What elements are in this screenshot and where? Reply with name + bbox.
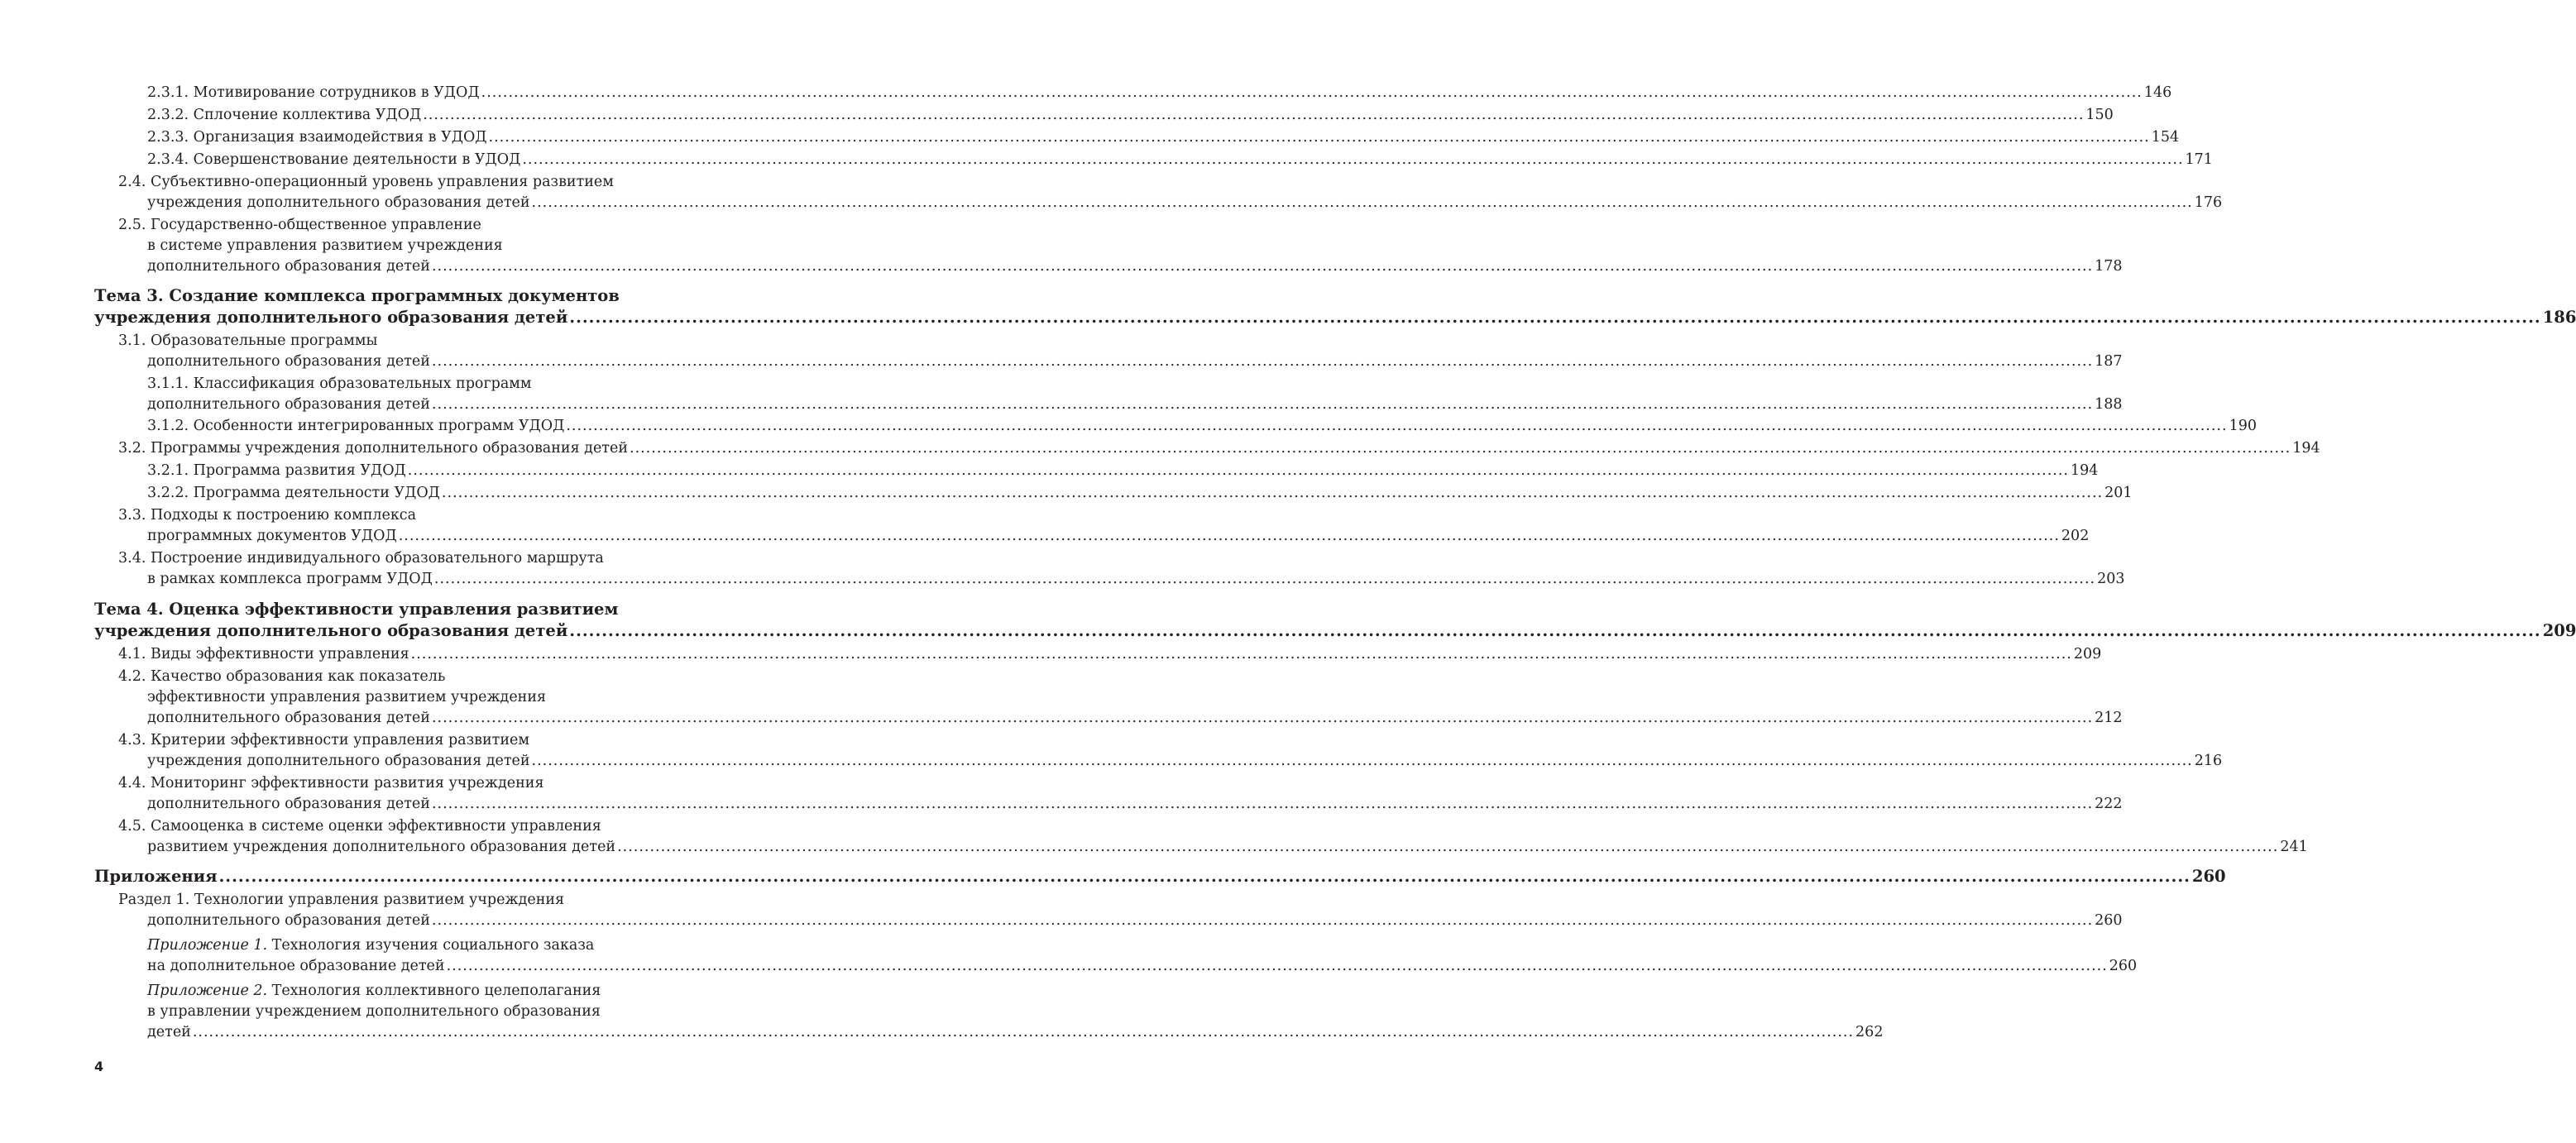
toc-entry-2-3-3[interactable]: 2.3.3. Организация взаимодействия в УДОД ..... 154 <box>147 127 650 147</box>
page-ref: 262 <box>1855 1024 1884 1040</box>
page-ref: 178 <box>2095 258 2123 275</box>
page-ref: 171 <box>2185 151 2213 168</box>
toc-heading-topic-3-line2[interactable]: учреждения дополнительного образования детей ..... 186 <box>94 307 650 328</box>
toc-entry-4-2-line2[interactable]: эффективности управления развитием учреждения <box>147 689 547 705</box>
page-ref: 194 <box>2070 462 2099 479</box>
toc-entry-4-3-line2[interactable]: учреждения дополнительного образования детей ..... 216 <box>147 751 650 771</box>
page-ref: 241 <box>2280 839 2308 855</box>
toc-entry-4-3-line1[interactable]: 4.3. Критерии эффективности управления развитием <box>118 732 529 748</box>
toc-entry-4-4-line2[interactable]: дополнительного образования детей ..... 222 <box>147 794 650 814</box>
toc-heading-topic-4-line1[interactable]: Тема 4. Оценка эффективности управления развитием <box>94 600 619 619</box>
toc-entry-3-4-line2[interactable]: в рамках комплекса программ УДОД ..... 203 <box>147 569 650 589</box>
page-ref: 150 <box>2085 107 2114 123</box>
page-ref: 209 <box>2542 621 2576 640</box>
toc-entry-3-2-1[interactable]: 3.2.1. Программа развития УДОД ..... 194 <box>147 461 650 481</box>
page-ref: 203 <box>2097 571 2125 587</box>
page-ref: 194 <box>2292 440 2320 457</box>
toc-entry-3-3-line2[interactable]: программных документов УДОД ..... 202 <box>147 526 650 546</box>
page-ref: 187 <box>2095 353 2123 370</box>
toc-entry-2-5-line2[interactable]: в системе управления развитием учреждения <box>147 237 503 254</box>
toc-heading-topic-4-line2[interactable]: учреждения дополнительного образования детей ..... 209 <box>94 620 650 642</box>
page-ref: 222 <box>2095 796 2123 812</box>
toc-entry-2-3-2[interactable]: 2.3.2. Сплочение коллектива УДОД ..... 150 <box>147 105 650 125</box>
toc-entry-2-3-1[interactable]: 2.3.1. Мотивирование сотрудников в УДОД ..... 146 <box>147 83 650 103</box>
toc-entry-appendix-1-line1[interactable]: Приложение 1. Технология изучения социального заказа <box>147 937 595 954</box>
appendix-label: Приложение 1. <box>147 937 268 954</box>
page-ref: 146 <box>2143 84 2172 101</box>
toc-entry-3-3-line1[interactable]: 3.3. Подходы к построению комплекса <box>118 507 416 524</box>
toc-entry-3-2[interactable]: 3.2. Программы учреждения дополнительного образования детей ..... 194 <box>118 438 650 458</box>
toc-entry-2-3-4[interactable]: 2.3.4. Совершенствование деятельности в УДОД ..... 171 <box>147 150 650 170</box>
toc-entry-2-4-line1[interactable]: 2.4. Субъективно-операционный уровень управления развитием <box>118 174 614 190</box>
page-ref: 190 <box>2229 418 2257 434</box>
toc-entry-4-1[interactable]: 4.1. Виды эффективности управления ..... 209 <box>118 644 650 664</box>
page-ref: 188 <box>2095 396 2123 413</box>
page-ref: 212 <box>2095 710 2123 726</box>
page-ref: 186 <box>2542 308 2576 327</box>
toc-entry-3-1-2[interactable]: 3.1.2. Особенности интегрированных программ УДОД ..... 190 <box>147 416 650 436</box>
toc-entry-3-1-1-line2[interactable]: дополнительного образования детей ..... 188 <box>147 395 650 414</box>
toc-entry-4-2-line3[interactable]: дополнительного образования детей ..... 212 <box>147 708 650 728</box>
toc-entry-2-5-line1[interactable]: 2.5. Государственно-общественное управление <box>118 217 481 233</box>
page-ref: 260 <box>2191 867 2226 886</box>
toc-entry-3-1-line2[interactable]: дополнительного образования детей ..... 187 <box>147 352 650 371</box>
toc-entry-3-2-2[interactable]: 3.2.2. Программа деятельности УДОД ..... 201 <box>147 483 650 503</box>
toc-entry-3-1-line1[interactable]: 3.1. Образовательные программы <box>118 332 378 349</box>
toc-entry-2-4-line2[interactable]: учреждения дополнительного образования детей ..... 176 <box>147 193 650 213</box>
toc-entry-4-5-line1[interactable]: 4.5. Самооценка в системе оценки эффективности управления <box>118 818 601 835</box>
toc-entry-appendix-2-line1[interactable]: Приложение 2. Технология коллективного целеполагания <box>147 983 601 999</box>
page-ref: 201 <box>2104 485 2133 501</box>
page-ref: 209 <box>2073 646 2102 662</box>
toc-heading-appendices[interactable]: Приложения ..... 260 <box>94 866 650 887</box>
toc-entry-appendix-2-line3[interactable]: детей ..... 262 <box>147 1022 650 1042</box>
toc-entry-section-1-line1[interactable]: Раздел 1. Технологии управления развитием учреждения <box>118 892 565 908</box>
toc-entry-2-5-line3[interactable]: дополнительного образования детей ..... 178 <box>147 256 650 276</box>
page-number: 4 <box>94 1059 104 1074</box>
page-ref: 260 <box>2109 958 2138 974</box>
page-ref: 260 <box>2095 912 2123 929</box>
page-ref: 154 <box>2151 129 2180 146</box>
toc-entry-appendix-1-line2[interactable]: на дополнительное образование детей ..... 260 <box>147 956 650 976</box>
page-ref: 176 <box>2194 194 2223 211</box>
toc-entry-4-5-line2[interactable]: развитием учреждения дополнительного образования детей ..... 241 <box>147 837 650 857</box>
page-ref: 202 <box>2061 528 2090 544</box>
toc-entry-3-1-1-line1[interactable]: 3.1.1. Классификация образовательных программ <box>147 375 532 392</box>
toc-entry-section-1-line2[interactable]: дополнительного образования детей ..... 260 <box>147 911 650 930</box>
toc-entry-appendix-2-line2[interactable]: в управлении учреждением дополнительного образования <box>147 1003 601 1020</box>
toc-heading-topic-3-line1[interactable]: Тема 3. Создание комплекса программных документов <box>94 286 620 305</box>
toc-entry-4-2-line1[interactable]: 4.2. Качество образования как показатель <box>118 668 446 685</box>
toc-entry-4-4-line1[interactable]: 4.4. Мониторинг эффективности развития учреждения <box>118 775 544 791</box>
appendix-label: Приложение 2. <box>147 983 268 999</box>
page-ref: 216 <box>2194 753 2223 769</box>
toc-entry-3-4-line1[interactable]: 3.4. Построение индивидуального образовательного маршрута <box>118 550 604 567</box>
